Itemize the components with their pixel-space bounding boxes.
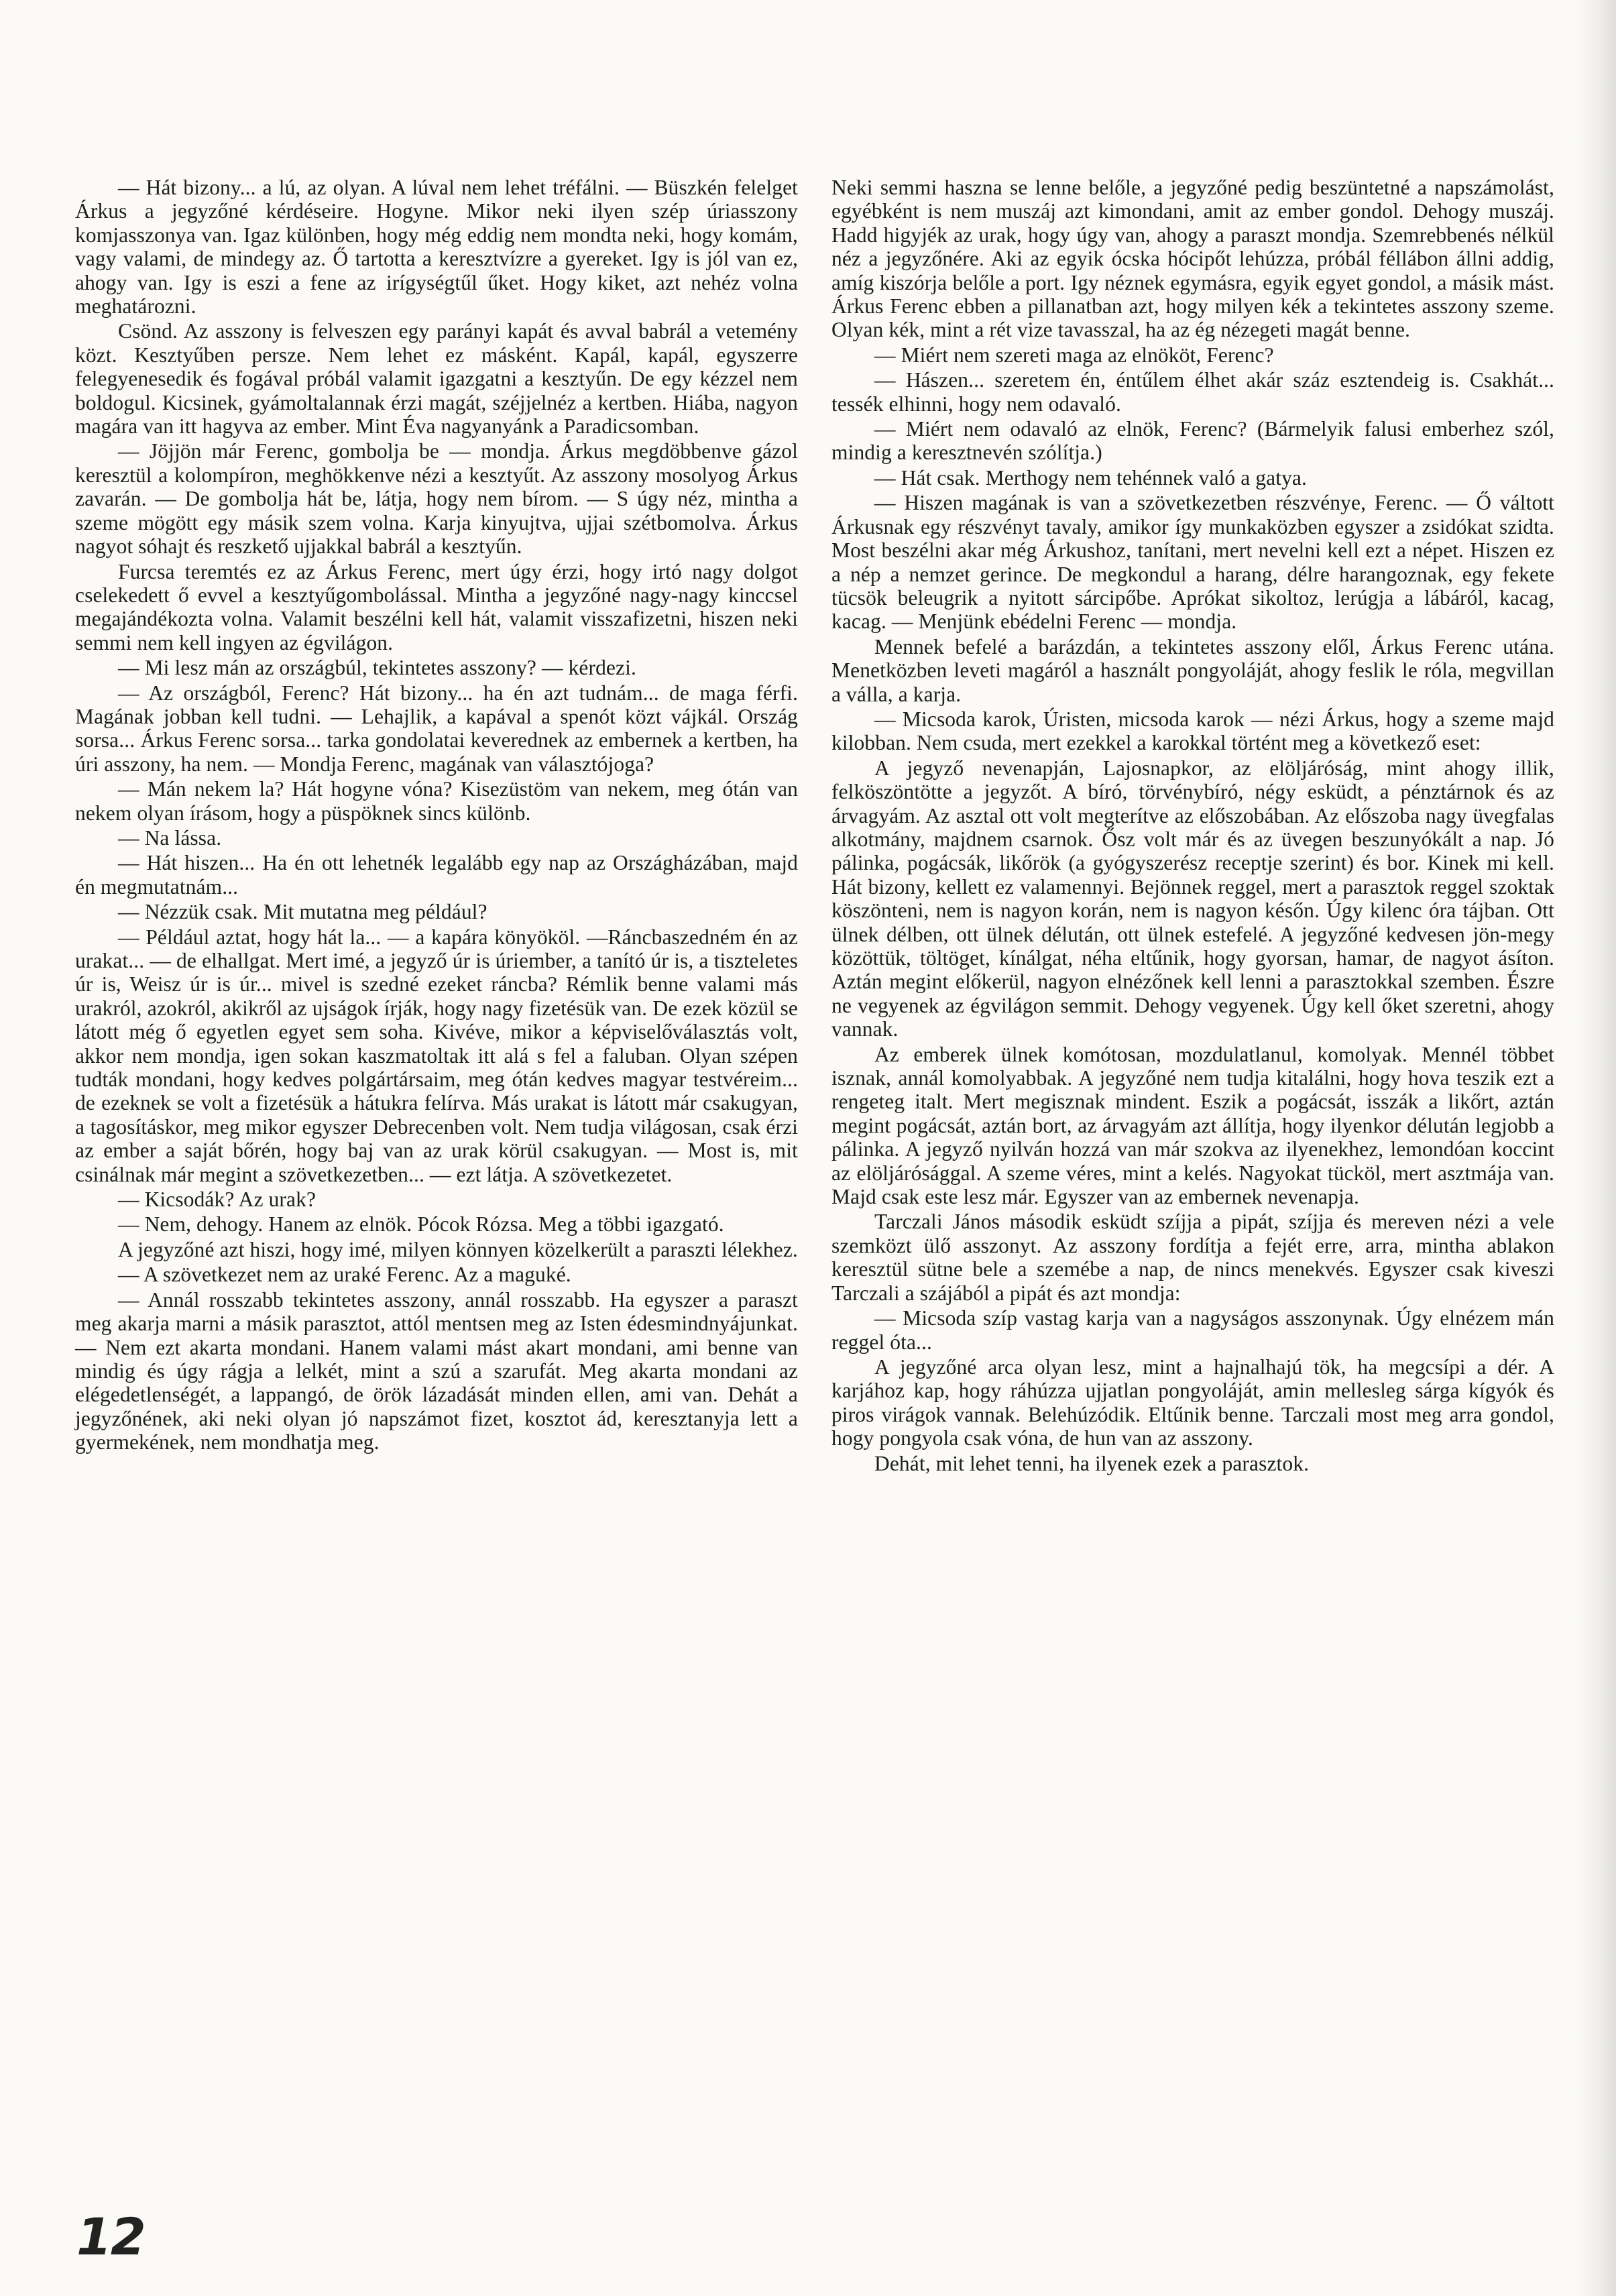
paragraph: — Hát hiszen... Ha én ott lehetnék legalább egy nap az Országházában, majd én megmutatnám... — [75, 851, 798, 899]
paragraph: — Hászen... szeretem én, éntűlem élhet akár száz esztendeig is. Csakhát... tessék elhinni, hogy nem odavaló. — [831, 368, 1554, 416]
paragraph: A jegyzőné arca olyan lesz, mint a hajnalhajú tök, ha megcsípi a dér. A karjához kap, hogy ráhúzza ujjatlan pongyoláját, amin mellesleg sárga kígyók és piros virágok vannak. Belehúzódik. Eltűnik benne. Tarczali most meg arra gondol, hogy pongyola csak vóna, de hun van az asszony. — [831, 1355, 1554, 1450]
page-number: 12 — [76, 2207, 145, 2266]
paragraph: Furcsa teremtés ez az Árkus Ferenc, mert úgy érzi, hogy irtó nagy dolgot cselekedett ő evvel a kesztyűgombolással. Mintha a jegyzőné nagy-nagy kinccsel megajándékozta volna. Valamit beszélni kell hát, valamit visszafizetni, hiszen neki semmi nem kell ingyen az égvilágon. — [75, 559, 798, 654]
paragraph: — Mi lesz mán az országbúl, tekintetes asszony? — kérdezi. — [118, 656, 636, 680]
paragraph: Csönd. Az asszony is felveszen egy parányi kapát és avval babrál a vetemény közt. Kesztyűben persze. Nem lehet ez másként. Kapál, kapál, egyszerre felegyenesedik és fogával próbál valamit igazgatni a kesztyűn. De egy kézzel nem boldogul. Kicsinek, gyámoltalannak érzi magát, széjjelnéz a kertben. Hiába, nagyon magára van itt hagyva az ember. Mint Éva nagyanyánk a Paradicsomban. — [75, 319, 798, 439]
paragraph: — Nem, dehogy. Hanem az elnök. Pócok Rózsa. Meg a többi igazgató. — [118, 1212, 724, 1237]
paragraph: — Na lássa. — [118, 825, 222, 850]
paragraph: — Hát bizony... a lú, az olyan. A lúval nem lehet tréfálni. — Büszkén felelget Árkus a jegyzőné kérdéseire. Hogyne. Mikor neki ilyen szép úriasszony komjasszonya van. Igaz különben, hogy még eddig nem mondta neki, hogy komám, vagy valami, de mindegy az. Ő tartotta a keresztvízre a gyereket. Igy is jól van ez, ahogy van. Igy is eszi a fene az irígységtűl űket. Hogy kiket, azt nehéz volna meghatározni. — [75, 176, 798, 319]
paragraph: — Hiszen magának is van a szövetkezetben részvénye, Ferenc. — Ő váltott Árkusnak egy részvényt tavaly, amikor így munkaközben egyszer a zsidókat szidta. Most beszélni akar még Árkushoz, tanítani, mert nevelni kell ezt a népet. Hiszen ez a nép a nemzet gerince. De megkondul a harang, délre harangoznak, egy fekete tücsök beleugrik a nyitott sárcipőbe. Aprókat sikoltoz, lerúgja a lábáról, kacag, kacag. — Menjünk ebédelni Ferenc — mondja. — [831, 491, 1554, 634]
paragraph: — Micsoda szíp vastag karja van a nagyságos asszonynak. Úgy elnézem mán reggel óta... — [831, 1306, 1554, 1354]
paragraph: Az emberek ülnek komótosan, mozdulatlanul, komolyak. Mennél többet isznak, annál komolyabbak. A jegyzőné nem tudja kitalálni, hogy hova teszik ezt a rengeteg italt. Mert megisznak mindent. Eszik a pogácsát, isszák a likőrt, aztán megint pogácsát, aztán bort, az árvagyám azt állítja, hogy ilyenkor délután legjobb a pálinka. A jegyző nyilván hozzá van már szokva az ilyenekhez, lemondóan koccint az elöljárósággal. A szeme véres, mint a kelés. Nagyokat tücköl, mert asztmája van. Majd csak este lesz már. Egyszer van az embernek nevenapja. — [831, 1042, 1554, 1209]
paragraph: Tarczali János második esküdt szíjja a pipát, szíjja és mereven nézi a vele szemközt ülő asszonyt. Az asszony fordítja a fejét erre, arra, mintha ablakon keresztül sütne bele a szemébe a nap, de nincs menekvés. Egyszer csak kiveszi Tarczali a szájából a pipát és azt mondja: — [831, 1210, 1554, 1305]
paragraph: — Hát csak. Merthogy nem tehénnek való a gatya. — [874, 465, 1307, 490]
paragraph: — Micsoda karok, Úristen, micsoda karok — nézi Árkus, hogy a szeme majd kilobban. Nem csuda, mert ezekkel a karokkal történt meg a következő eset: — [831, 707, 1554, 755]
paragraph: — Annál rosszabb tekintetes asszony, annál rosszabb. Ha egyszer a paraszt meg akarja marni a másik parasztot, attól mentsen meg az Isten édesmindnyájunkat. — Nem ezt akarta mondani. Hanem valami mást akart mondani, ami benne van mindig és úgy rágja a lelkét, mint a szú a szarufát. Meg akarta mondani az elégedetlenségét, a lappangó, de örök lázadását minden ellen, ami van. Dehát a jegyzőnének, aki neki olyan jó napszámot fizet, kosztot ád, keresztanyja lett a gyermekének, nem mondhatja meg. — [75, 1287, 798, 1454]
paragraph: — Mán nekem la? Hát hogyne vóna? Kisezüstöm van nekem, meg ótán van nekem olyan írásom, hogy a püspöknek sincs különb. — [75, 777, 798, 825]
paragraph: — Miért nem szereti maga az elnököt, Ferenc? — [874, 343, 1274, 367]
paragraph: Dehát, mit lehet tenni, ha ilyenek ezek a parasztok. — [874, 1451, 1310, 1475]
paragraph: — Például aztat, hogy hát la... — a kapára könyököl. —Ráncbaszedném én az urakat... — de elhallgat. Mert imé, a jegyző úr is úriember, a tanító úr is, a tiszteletes úr is, Weisz úr is úr... mivel is szedné ezeket ráncba? Rémlik benne valami más urakról, azokról, akikről az ujságok írják, hogy nagy fizetésük van. De ezek közül se látott még ő egyetlen egyet sem soha. Kivéve, mikor a képviselőválasztás volt, akkor nem mondja, igen sokan kaszmatoltak itt alá s fel a faluban. Olyan szépen tudták mondani, hogy kedves polgártársaim, meg ótán kedves magyar testvéreim... de ezeknek se volt a fizetésük a hátukra felírva. Más urakat is látott már csakugyan, a tagosításkor, meg mikor egyszer Debrecenben volt. Nem tudja világosan, csak érzi az ember a saját bőrén, hogy baj van az urak körül csakugyan. — Most is, mit csinálnak már megint a szövetkezetben... — ezt látja. A szövetkezetet. — [75, 925, 798, 1186]
paragraph: Mennek befelé a barázdán, a tekintetes asszony elől, Árkus Ferenc utána. Menetközben leveti magáról a használt pongyoláját, ahogy feslik le róla, megvillan a válla, a karja. — [831, 634, 1554, 706]
paragraph: — Jöjjön már Ferenc, gombolja be — mondja. Árkus megdöbbenve gázol keresztül a kolompíron, meghökkenve nézi a kesztyűt. Az asszony mosolyog Árkus zavarán. — De gombolja hát be, látja, hogy nem bírom. — S úgy néz, mintha a szeme mögött egy másik szem volna. Karja kinyujtva, ujjai szétbomolva. Árkus nagyot sóhajt és reszkető ujjakkal babrál a kesztyűn. — [75, 439, 798, 559]
paragraph: — Nézzük csak. Mit mutatna meg például? — [118, 900, 487, 924]
page-edge-shadow — [1576, 0, 1616, 2296]
paragraph: Neki semmi haszna se lenne belőle, a jegyzőné pedig beszüntetné a napszámolást, egyébként is nem muszáj azt kimondani, amit az ember gondol. Dehogy muszáj. Hadd higyjék az urak, hogy úgy van, ahogy a paraszt mondja. Szemrebbenés nélkül néz a jegyzőnére. Aki az egyik ócska hócipőt lehúzza, próbál féllábon állni addig, amíg kiszórja belőle a port. Igy néznek egymásra, egyik egyet gondol, a másik mást. Árkus Ferenc ebben a pillanatban azt, hogy milyen kék a tekintetes asszony szeme. Olyan kék, mint a rét vize tavasszal, ha az ég nézegeti magát benne. — [831, 176, 1554, 342]
right-text-column — [831, 176, 1554, 1477]
paragraph: A jegyző nevenapján, Lajosnapkor, az elöljáróság, mint ahogy illik, felköszöntötte a jegyzőt. A bíró, törvénybíró, négy esküdt, a pénztárnok és az árvagyám. Az asztal ott volt megterítve az előszobában. Az előszoba nagy üvegfalas alkotmány, majdnem csarnok. Ősz volt már és az üvegen beszunyókált a nap. Jó pálinka, pogácsák, likőrök (a gyógyszerész receptje szerint) és bor. Kinek mi kell. Hát bizony, kellett ez valamennyi. Bejönnek reggel, mert a parasztok reggel szoktak köszönteni, nem is nagyon korán, nem is nagyon későn. Úgy kilenc óra tájban. Ott ülnek délben, ott ülnek délután, ott ülnek estefelé. A jegyzőné kedvesen jön-megy közöttük, töltöget, kínálgat, néha eltűnik, hogy gyorsan, hamar, de nagyot ásíton. Aztán megint előkerül, nagyon elnézőnek kell lenni a parasztokkal szemben. Észre ne vegyenek az égvilágon semmit. Dehogy vegyenek. Úgy kell őket szeretni, ahogy vannak. — [831, 756, 1554, 1041]
left-text-column — [75, 176, 798, 1456]
paragraph: — A szövetkezet nem az uraké Ferenc. Az a maguké. — [118, 1263, 571, 1287]
paragraph: — Kicsodák? Az urak? — [118, 1188, 316, 1212]
paragraph: — Miért nem odavaló az elnök, Ferenc? (Bármelyik falusi emberhez szól, mindig a keresztnevén szólítja.) — [831, 417, 1554, 465]
paragraph: A jegyzőné azt hiszi, hogy imé, milyen könnyen közelkerült a paraszti lélekhez. — [118, 1237, 798, 1261]
paragraph: — Az országból, Ferenc? Hát bizony... ha én azt tudnám... de maga férfi. Magának jobban kell tudni. — Lehajlik, a kapával a spenót közt vájkál. Ország sorsa... Árkus Ferenc sorsa... tarka gondolatai keverednek az embernek a kertben, ha úri asszony, ha nem. — Mondja Ferenc, magának van választójoga? — [75, 681, 798, 776]
